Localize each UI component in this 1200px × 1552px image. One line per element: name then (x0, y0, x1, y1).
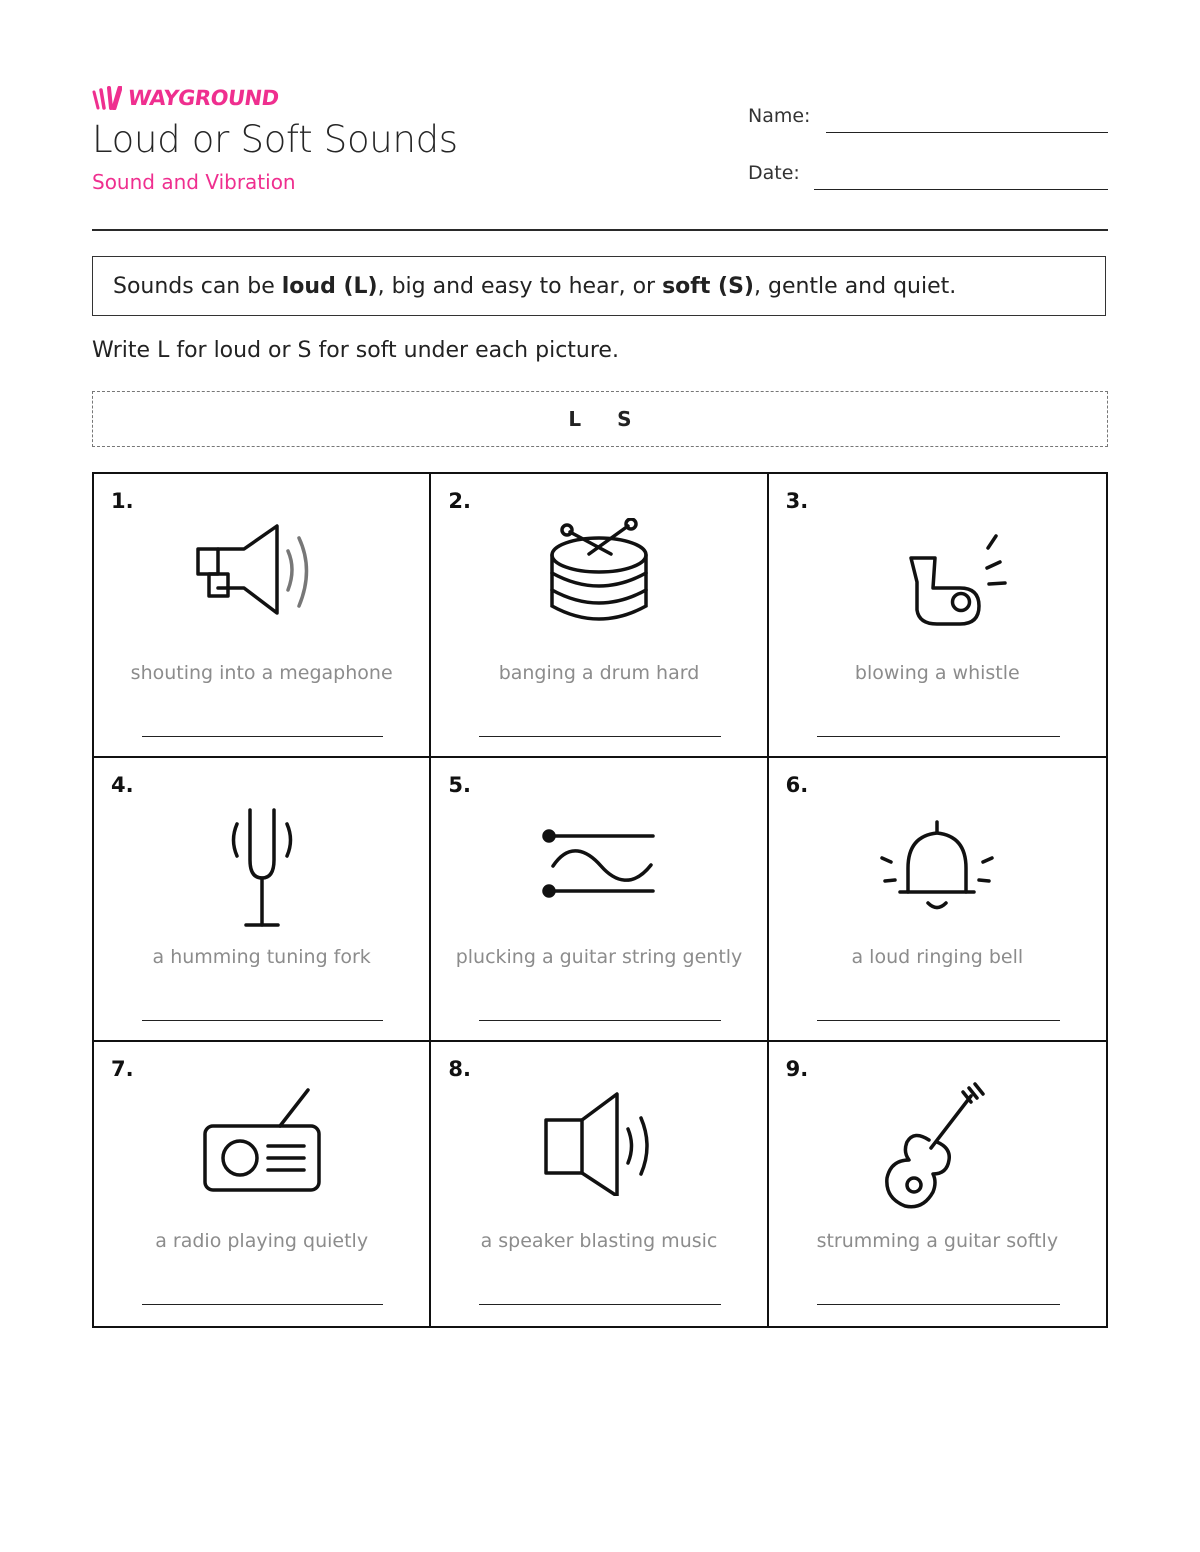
intro-text: Sounds can be loud (L), big and easy to hear, or soft (S), gentle and quiet. (113, 273, 957, 299)
date-label: Date: (748, 162, 800, 184)
item-number: 2. (448, 489, 471, 513)
item-card-6 (769, 758, 1106, 1042)
item-caption: banging a drum hard (498, 662, 700, 684)
item-caption: shouting into a megaphone (130, 662, 393, 684)
item-number: 1. (111, 489, 134, 513)
item-caption: a humming tuning fork (152, 946, 371, 968)
item-card-1 (94, 474, 431, 758)
page-title: Loud or Soft Sounds (92, 118, 458, 161)
page-subtitle: Sound and Vibration (92, 170, 296, 194)
brand-logo (92, 86, 279, 110)
intro-box (92, 256, 1106, 316)
answer-line[interactable] (142, 736, 383, 737)
brand-name: WAYGROUND (126, 86, 281, 110)
instruction-text: Write L for loud or S for soft under each picture. (92, 338, 619, 363)
answer-line[interactable] (817, 736, 1060, 737)
item-number: 7. (111, 1057, 134, 1081)
word-bank (92, 391, 1108, 447)
bell-icon (867, 802, 1007, 912)
whistle-icon (867, 518, 1007, 628)
item-card-3 (769, 474, 1106, 758)
tuning-fork-icon (192, 802, 332, 912)
sound-grid (92, 472, 1108, 1328)
answer-line[interactable] (479, 1020, 720, 1021)
item-caption: a loud ringing bell (851, 946, 1024, 968)
item-card-4 (94, 758, 431, 1042)
guitar-string-icon (529, 802, 669, 912)
word-bank-item: L (568, 407, 582, 431)
header-divider (92, 229, 1108, 231)
name-field[interactable] (826, 132, 1108, 133)
item-number: 9. (785, 1057, 809, 1081)
wayground-logo-icon (92, 86, 122, 110)
word-bank-item: S (617, 407, 632, 431)
speaker-icon (529, 1086, 669, 1196)
answer-line[interactable] (817, 1304, 1060, 1305)
item-number: 5. (448, 773, 471, 797)
item-caption: blowing a whistle (854, 662, 1020, 684)
item-number: 3. (785, 489, 809, 513)
item-card-9 (769, 1042, 1106, 1326)
date-field[interactable] (814, 189, 1108, 190)
item-caption: a speaker blasting music (480, 1230, 718, 1252)
guitar-icon (867, 1086, 1007, 1196)
item-number: 6. (785, 773, 809, 797)
item-number: 8. (448, 1057, 471, 1081)
item-card-5 (431, 758, 768, 1042)
drum-icon (529, 518, 669, 628)
item-card-8 (431, 1042, 768, 1326)
item-caption: plucking a guitar string gently (455, 946, 743, 968)
item-card-2 (431, 474, 768, 758)
item-caption: a radio playing quietly (155, 1230, 369, 1252)
answer-line[interactable] (479, 1304, 720, 1305)
item-card-7 (94, 1042, 431, 1326)
answer-line[interactable] (817, 1020, 1060, 1021)
megaphone-icon (192, 518, 332, 628)
answer-line[interactable] (142, 1304, 383, 1305)
item-caption: strumming a guitar softly (816, 1230, 1059, 1252)
answer-line[interactable] (142, 1020, 383, 1021)
item-number: 4. (111, 773, 134, 797)
name-label: Name: (748, 105, 811, 127)
answer-line[interactable] (479, 736, 720, 737)
radio-icon (192, 1086, 332, 1196)
